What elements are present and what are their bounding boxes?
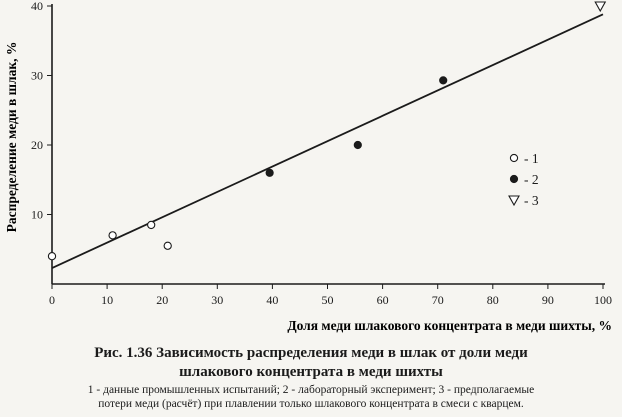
x-tick-label: 70 (431, 293, 444, 307)
data-point-series-1 (164, 242, 171, 249)
figure-note-line-2: потери меди (расчёт) при плавлении только шлакового концентрата в смеси с кварцем. (98, 398, 524, 410)
y-tick-label: 20 (31, 138, 43, 152)
legend-marker-3 (509, 196, 519, 205)
x-tick-label: 20 (156, 293, 169, 307)
x-tick-label: 80 (486, 293, 499, 307)
x-tick-label: 10 (101, 293, 114, 307)
x-tick-label: 60 (376, 293, 389, 307)
legend-label-2: - 2 (524, 172, 539, 187)
x-tick-label: 90 (541, 293, 554, 307)
figure-title (0, 344, 622, 382)
data-point-series-1 (148, 221, 155, 228)
figure-title-line-2: шлакового концентрата в меди шихты (179, 364, 443, 380)
x-tick-label: 0 (49, 293, 55, 307)
figure-note (0, 383, 622, 411)
legend-marker-2 (510, 175, 517, 182)
data-point-series-2 (440, 77, 447, 84)
x-tick-label: 100 (594, 293, 612, 307)
y-tick-label: 10 (31, 207, 43, 222)
data-point-series-2 (354, 141, 361, 148)
y-tick-label: 40 (31, 0, 43, 13)
x-axis-label: Доля меди шлакового концентрата в меди шихты, % (287, 318, 612, 333)
data-point-series-3 (595, 2, 605, 11)
x-tick-label: 30 (211, 293, 224, 307)
legend-label-1: - 1 (524, 151, 539, 166)
legend (509, 151, 539, 208)
y-axis-label: Распределение меди в шлак, % (4, 41, 19, 233)
y-tick-label: 30 (31, 68, 43, 83)
data-point-series-1 (48, 253, 55, 260)
data-point-series-1 (109, 232, 116, 239)
legend-marker-1 (510, 154, 517, 161)
trendline (52, 14, 603, 268)
x-tick-label: 50 (321, 293, 334, 307)
legend-label-3: - 3 (524, 193, 539, 208)
data-point-series-2 (266, 169, 273, 176)
figure-note-line-1: 1 - данные промышленных испытаний; 2 - лабораторный эксперимент; 3 - предполагаемые (87, 384, 535, 396)
x-tick-label: 40 (266, 293, 279, 307)
figure-title-line-1: Рис. 1.36 Зависимость распределения меди в шлак от доли меди (94, 345, 528, 361)
data-points (48, 2, 605, 260)
chart-axes (52, 4, 605, 284)
